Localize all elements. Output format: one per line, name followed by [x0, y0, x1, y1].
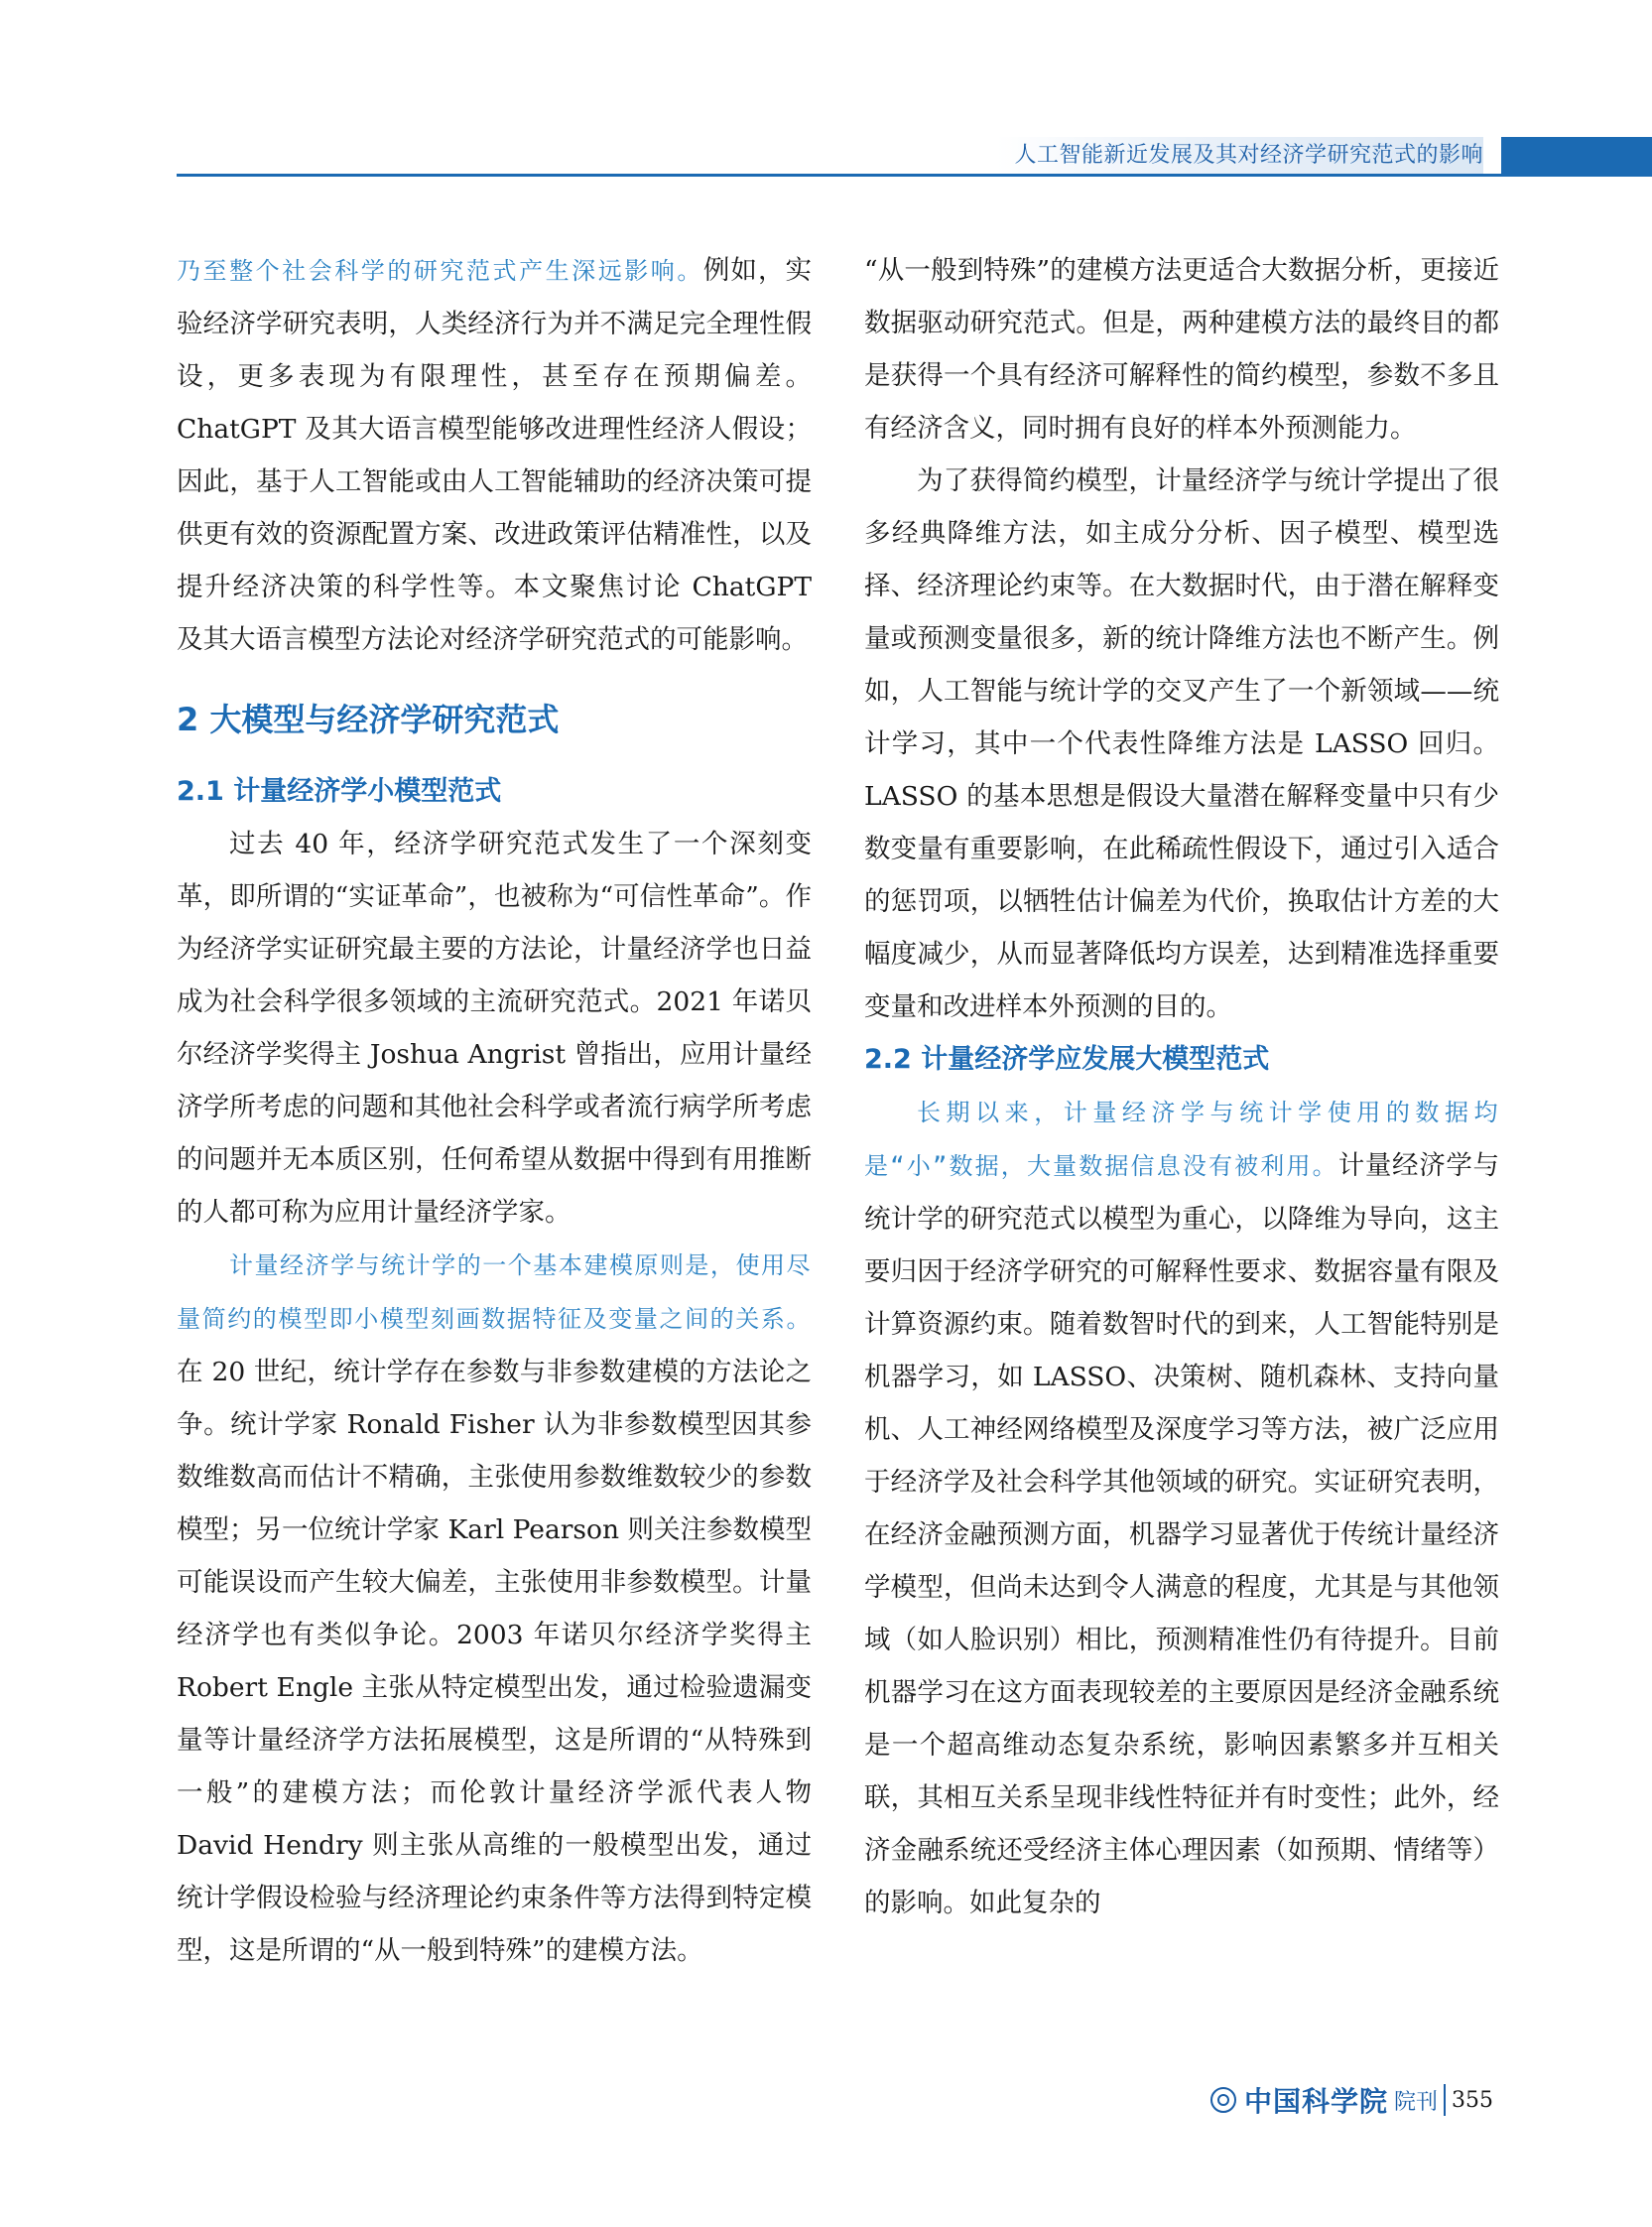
- section-2-heading: 2 大模型与经济学研究范式: [177, 701, 560, 738]
- cas-logo-icon: [1210, 2087, 1236, 2113]
- page-footer: [1210, 2082, 1493, 2118]
- section-2-2-heading: 2.2 计量经济学应发展大模型范式: [864, 1044, 1270, 1075]
- highlight-text: 计量经济学与统计学的一个基本建模原则是，使用尽量简约的模型即小模型刻画数据特征及变量之间的关系。: [177, 1251, 812, 1333]
- left-paragraph-1: [177, 244, 812, 666]
- header-tab: [1501, 137, 1652, 174]
- highlight-text: 乃至整个社会科学的研究范式产生深远影响。: [177, 257, 703, 285]
- footer-brand: 中国科学院: [1243, 2085, 1388, 2118]
- footer-divider: [1444, 2084, 1446, 2116]
- page-number: 355: [1452, 2087, 1493, 2113]
- left-paragraph-2: 过去 40 年，经济学研究范式发生了一个深刻变革，即所谓的“实证革命”，也被称为“可信性革命”。作为经济学实证研究最主要的方法论，计量经济学也日益成为社会科学很多领域的主流研究范式。2021 年诺贝尔经济学奖得主 Joshua Angrist 曾指出，应用计量经济学所考虑的问题和其他社会科学或者流行病学所考虑的问题并无本质区别，任何希望从数据中得到有用推断的人都可称为应用计量经济学家。: [177, 829, 812, 1228]
- left-column: [177, 244, 812, 1977]
- footer-journal: 院刊: [1393, 2089, 1438, 2115]
- right-paragraph-1: “从一般到特殊”的建模方法更适合大数据分析，更接近数据驱动研究范式。但是，两种建模方法的最终目的都是获得一个具有经济可解释性的简约模型，参数不多且有经济含义，同时拥有良好的样本外预测能力。: [864, 255, 1499, 444]
- right-column: [864, 244, 1499, 1929]
- right-paragraph-2: 为了获得简约模型，计量经济学与统计学提出了很多经典降维方法，如主成分分析、因子模型、模型选择、经济理论约束等。在大数据时代，由于潜在解释变量或预测变量很多，新的统计降维方法也不断产生。例如，人工智能与统计学的交叉产生了一个新领域——统计学习，其中一个代表性降维方法是 LASSO 回归。LASSO 的基本思想是假设大量潜在解释变量中只有少数变量有重要影响，在此稀疏性假设下，通过引入适合的惩罚项，以牺牲估计偏差为代价，换取估计方差的大幅度减少，从而显著降低均方误差，达到精准选择重要变量和改进样本外预测的目的。: [864, 465, 1499, 1022]
- left-paragraph-3: [177, 1239, 812, 1977]
- right-paragraph-3: [864, 1086, 1499, 1929]
- body-text: 例如，实验经济学研究表明，人类经济行为并不满足完全理性假设，更多表现为有限理性，甚至存在预期偏差。ChatGPT 及其大语言模型能够改进理性经济人假设；因此，基于人工智能或由人工智能辅助的经济决策可提供更有效的资源配置方案、改进政策评估精准性，以及提升经济决策的科学性等。本文聚焦讨论 ChatGPT 及其大语言模型方法论对经济学研究范式的可能影响。: [177, 255, 813, 655]
- highlight-text: 长期以来，计量经济学与统计学使用的数据均是“小”数据，大量数据信息没有被利用。: [864, 1099, 1499, 1180]
- body-text: 在 20 世纪，统计学存在参数与非参数建模的方法论之争。统计学家 Ronald Fisher 认为非参数模型因其参数维数高而估计不精确，主张使用参数维数较少的参数模型；另一位统计学家 Karl Pearson 则关注参数模型可能误设而产生较大偏差，主张使用非参数模型。计量经济学也有类似争论。2003 年诺贝尔经济学奖得主 Robert Engle 主张从特定模型出发，通过检验遗漏变量等计量经济学方法拓展模型，这是所谓的“从特殊到一般”的建模方法；而伦敦计量经济学派代表人物 David Hendry 则主张从高维的一般模型出发，通过统计学假设检验与经济理论约束条件等方法得到特定模型，这是所谓的“从一般到特殊”的建模方法。: [177, 1357, 812, 1966]
- header-rule: [177, 174, 1652, 177]
- body-text: 计量经济学与统计学的研究范式以模型为重心，以降维为导向，这主要归因于经济学研究的可解释性要求、数据容量有限及计算资源约束。随着数智时代的到来，人工智能特别是机器学习，如 LASSO、决策树、随机森林、支持向量机、人工神经网络模型及深度学习等方法，被广泛应用于经济学及社会科学其他领域的研究。实证研究表明，在经济金融预测方面，机器学习显著优于传统计量经济学模型，但尚未达到令人满意的程度，尤其是与其他领域（如人脸识别）相比，预测精准性仍有待提升。目前机器学习在这方面表现较差的主要原因是经济金融系统是一个超高维动态复杂系统，影响因素繁多并互相关联，其相互关系呈现非线性特征并有时变性；此外，经济金融系统还受经济主体心理因素（如预期、情绪等）的影响。如此复杂的: [864, 1150, 1499, 1918]
- section-2-1-heading: 2.1 计量经济学小模型范式: [177, 776, 502, 807]
- running-title: 人工智能新近发展及其对经济学研究范式的影响: [996, 137, 1483, 174]
